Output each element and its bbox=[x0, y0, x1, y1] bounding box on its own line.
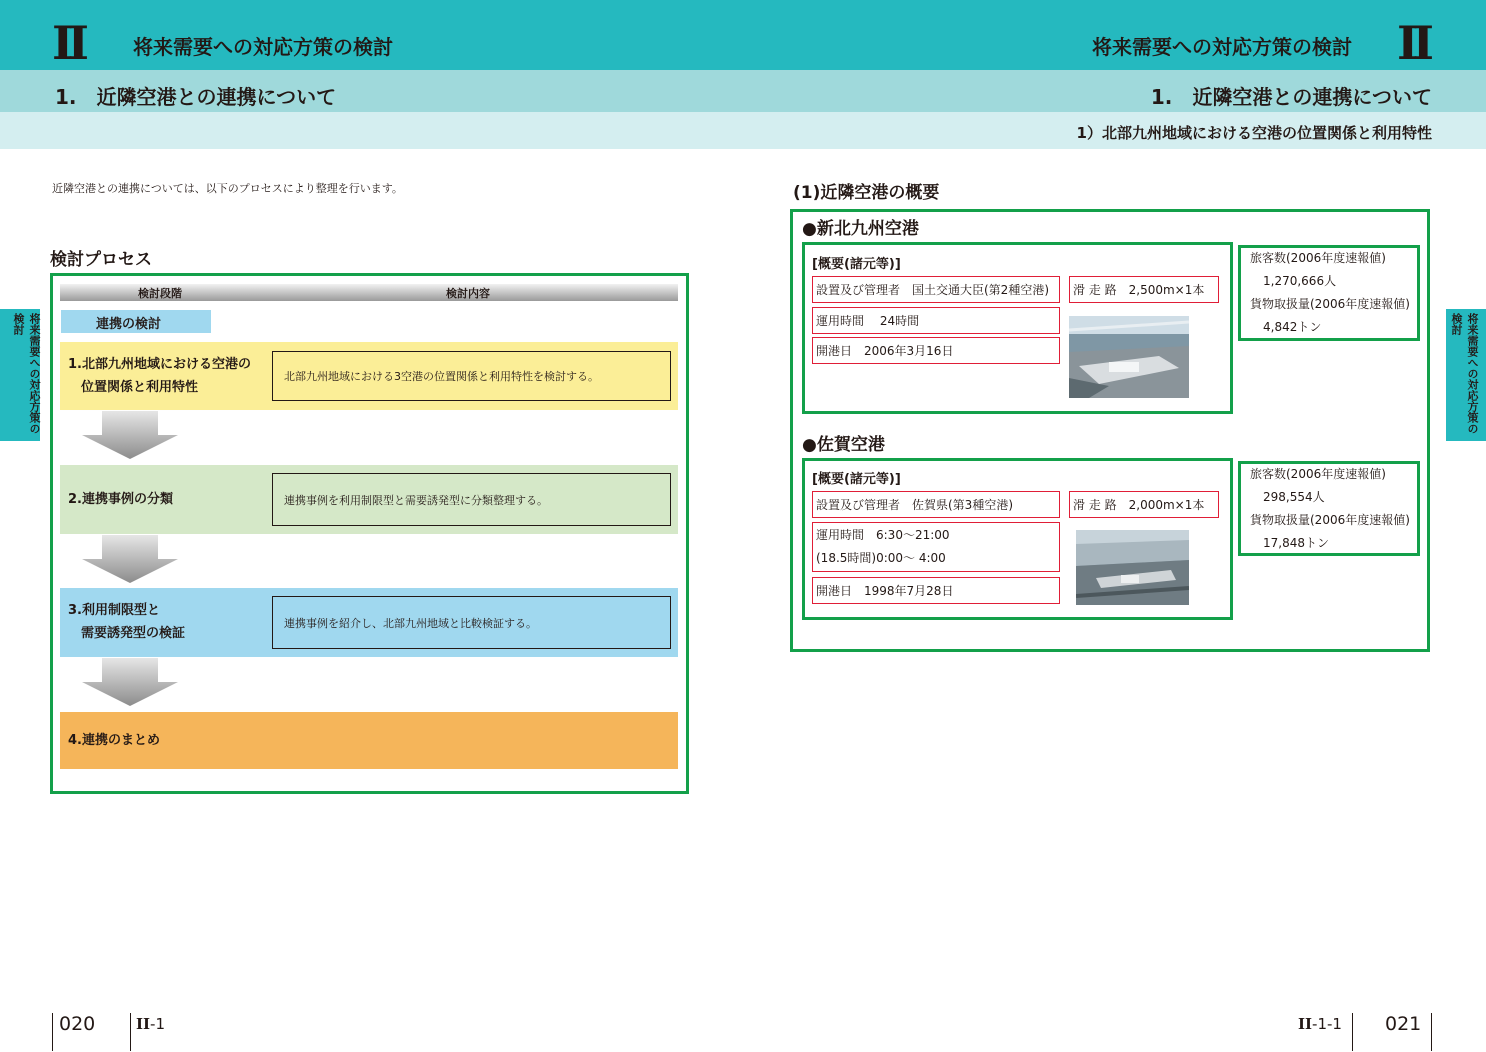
airport-2-overview-label: [概要(諸元等)] bbox=[812, 472, 901, 487]
footer-rule-right-2 bbox=[1431, 1013, 1432, 1051]
airport-1-overview-label: [概要(諸元等)] bbox=[812, 257, 901, 272]
airport-1-runway: 滑 走 路 2,500m×1本 bbox=[1069, 276, 1219, 303]
section-title-left: 1. 近隣空港との連携について bbox=[55, 85, 337, 109]
column-content-label: 検討内容 bbox=[446, 287, 490, 300]
stage-label: 連携の検討 bbox=[61, 310, 211, 333]
airport-1-passengers-label: 旅客数(2006年度速報値) bbox=[1250, 251, 1386, 265]
page-number-right: 021 bbox=[1385, 1013, 1422, 1035]
chapter-roman-right: II bbox=[1397, 16, 1429, 70]
chapter-title-left: 将来需要への対応方策の検討 bbox=[133, 35, 393, 59]
process-step-1 bbox=[60, 342, 678, 410]
side-tab-right bbox=[1446, 309, 1486, 441]
airport-1-cargo-label: 貨物取扱量(2006年度速報値) bbox=[1250, 297, 1410, 311]
airport-2-manager: 設置及び管理者 佐賀県(第3種空港) bbox=[812, 491, 1060, 518]
airport-1-manager: 設置及び管理者 国土交通大臣(第2種空港) bbox=[812, 276, 1060, 303]
airport-1-name: ●新北九州空港 bbox=[802, 219, 919, 239]
subsection-band-left bbox=[0, 112, 743, 149]
arrow-down-icon bbox=[82, 658, 178, 706]
side-tab-right-text: 将来需要への対応方策の検討 bbox=[1450, 313, 1479, 434]
airport-2-passengers: 298,554人 bbox=[1263, 490, 1325, 504]
arrow-down-icon bbox=[82, 535, 178, 583]
page-code-left: II-1 bbox=[136, 1015, 166, 1033]
step-4-label: 4.連携のまとめ bbox=[68, 733, 160, 748]
section-title-right: 1. 近隣空港との連携について bbox=[1150, 85, 1432, 109]
page-number-left: 020 bbox=[59, 1013, 96, 1035]
process-heading: 検討プロセス bbox=[50, 250, 152, 270]
column-stage-label: 検討段階 bbox=[138, 287, 182, 300]
step-3-label: 3.利用制限型と 需要誘発型の検証 bbox=[68, 603, 186, 641]
side-tab-left-text: 将来需要への対応方策の検討 bbox=[12, 313, 41, 434]
arrow-down-icon bbox=[82, 411, 178, 459]
step-1-content: 北部九州地域における3空港の位置関係と利用特性を検討する。 bbox=[272, 351, 671, 401]
process-step-4 bbox=[60, 712, 678, 769]
footer-rule-left-1 bbox=[52, 1013, 53, 1051]
page-code-right: II-1-1 bbox=[1298, 1015, 1342, 1033]
airport-2-hours: 運用時間 6:30〜21:00 (18.5時間)0:00〜 4:00 bbox=[812, 522, 1060, 572]
step-3-content: 連携事例を紹介し、北部九州地域と比較検証する。 bbox=[272, 596, 671, 649]
airport-2-opened: 開港日 1998年7月28日 bbox=[812, 577, 1060, 604]
airport-1-photo bbox=[1069, 316, 1189, 398]
airport-2-photo bbox=[1076, 530, 1189, 605]
airport-1-passengers: 1,270,666人 bbox=[1263, 274, 1337, 288]
airport-2-runway: 滑 走 路 2,000m×1本 bbox=[1069, 491, 1219, 518]
airport-2-cargo-label: 貨物取扱量(2006年度速報値) bbox=[1250, 513, 1410, 527]
subsection-title: 1）北部九州地域における空港の位置関係と利用特性 bbox=[1076, 124, 1432, 142]
airport-2-stats bbox=[1250, 463, 1410, 555]
process-step-3 bbox=[60, 588, 678, 657]
intro-text: 近隣空港との連携については、以下のプロセスにより整理を行います。 bbox=[52, 182, 403, 195]
chapter-title-right: 将来需要への対応方策の検討 bbox=[1092, 35, 1352, 59]
airport-2-name: ●佐賀空港 bbox=[802, 435, 885, 455]
footer-rule-right-1 bbox=[1352, 1013, 1353, 1051]
footer-rule-left-2 bbox=[130, 1013, 131, 1051]
chapter-roman-left: II bbox=[52, 16, 84, 70]
airport-1-cargo: 4,842トン bbox=[1263, 320, 1322, 334]
process-column-header bbox=[60, 284, 678, 301]
airports-heading: (1)近隣空港の概要 bbox=[793, 183, 940, 203]
side-tab-left bbox=[0, 309, 40, 441]
airport-1-stats bbox=[1250, 247, 1410, 339]
step-2-label: 2.連携事例の分類 bbox=[68, 492, 173, 507]
step-1-label: 1.北部九州地域における空港の 位置関係と利用特性 bbox=[68, 357, 251, 395]
airport-1-opened: 開港日 2006年3月16日 bbox=[812, 337, 1060, 364]
process-step-2 bbox=[60, 465, 678, 534]
airport-2-cargo: 17,848トン bbox=[1263, 536, 1329, 550]
airport-1-hours: 運用時間 24時間 bbox=[812, 307, 1060, 334]
airport-2-passengers-label: 旅客数(2006年度速報値) bbox=[1250, 467, 1386, 481]
step-2-content: 連携事例を利用制限型と需要誘発型に分類整理する。 bbox=[272, 473, 671, 526]
